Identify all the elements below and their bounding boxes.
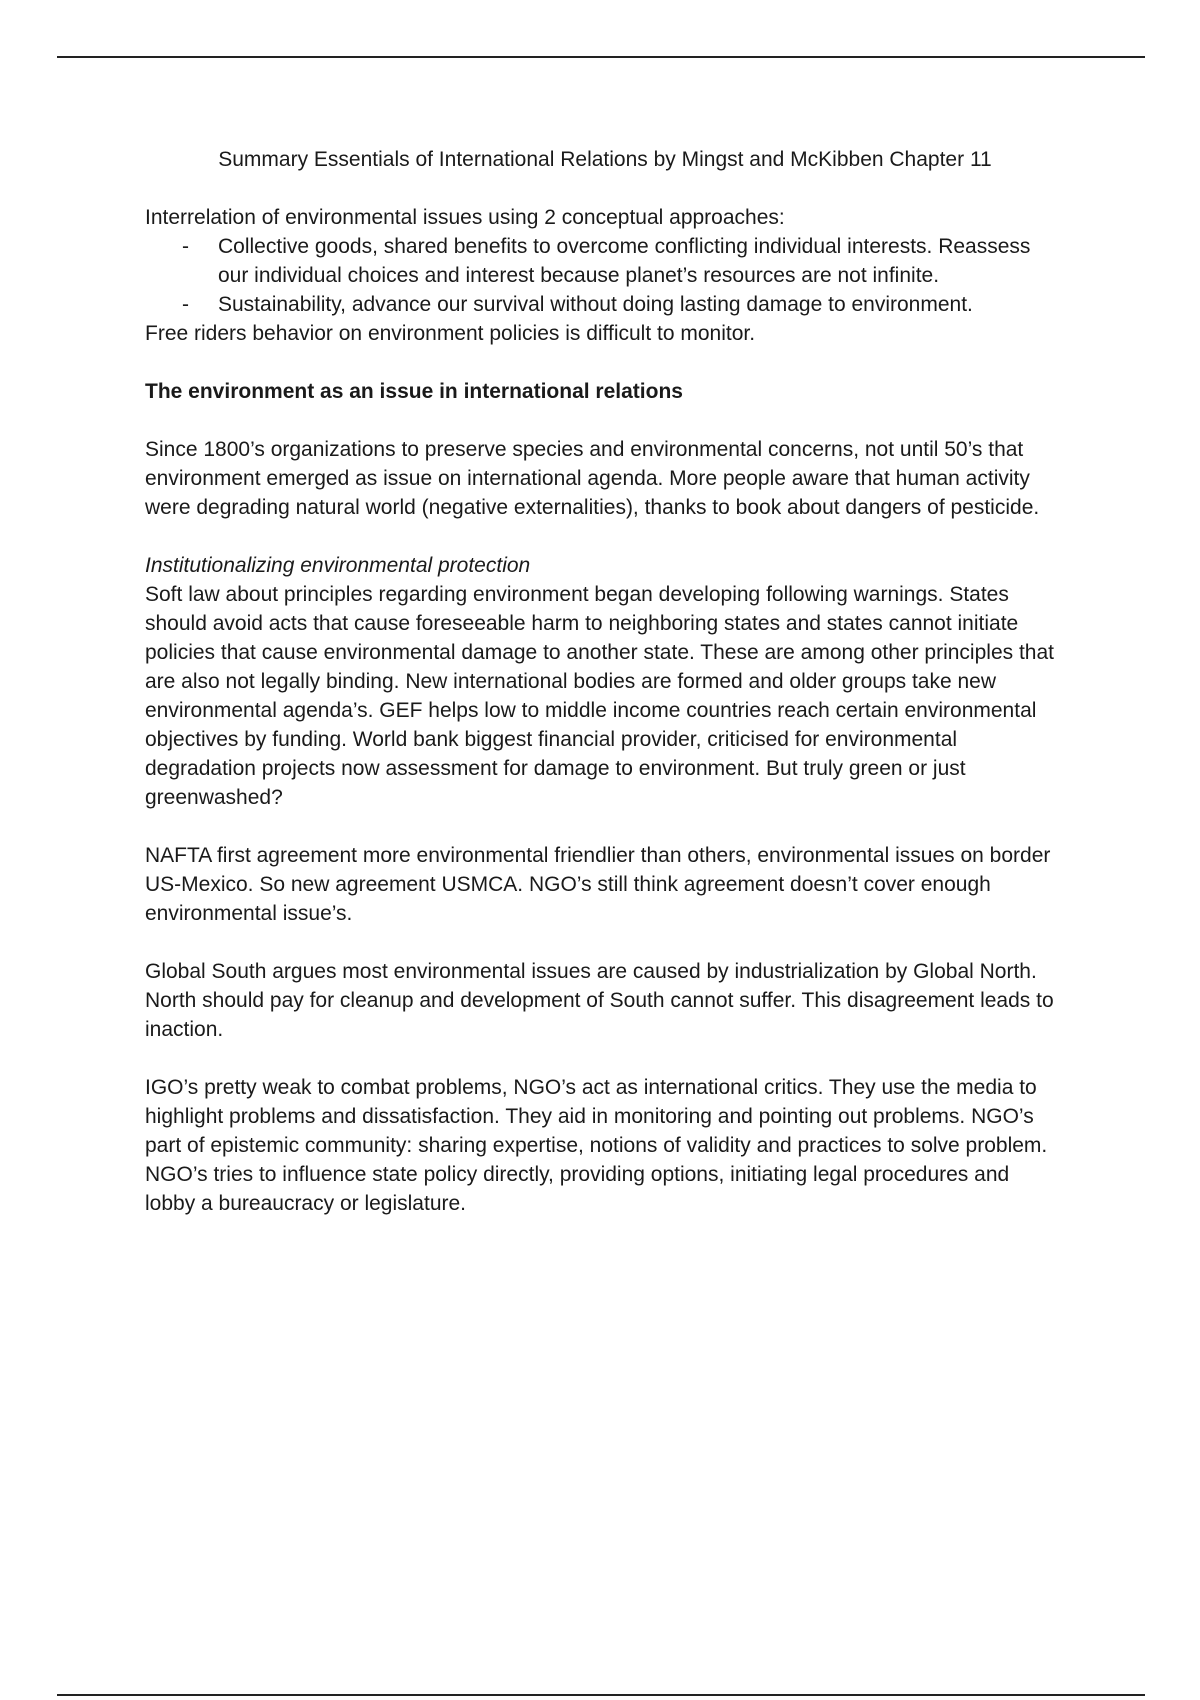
- list-item-text: Collective goods, shared benefits to overcome conflicting individual interests. Reassess our individual choices and interest because planet’s resources are not infinite.: [218, 235, 1031, 287]
- free-riders-paragraph: Free riders behavior on environment policies is difficult to monitor.: [145, 322, 756, 345]
- list-item-text: Sustainability, advance our survival without doing lasting damage to environment.: [218, 293, 973, 316]
- approaches-list: [145, 232, 1065, 319]
- paragraph-igo: IGO’s pretty weak to combat problems, NGO’s act as international critics. They use the media to highlight problems and dissatisfaction. They aid in monitoring and pointing out problems. NGO’s part of epistemic community: sharing expertise, notions of validity and practices to solve problem. NGO’s tries to influence state policy directly, providing options, initiating legal procedures and lobby a bureaucracy or legislature.: [145, 1076, 1048, 1215]
- list-item: [145, 290, 1065, 319]
- section-heading: The environment as an issue in international relations: [145, 380, 683, 403]
- top-rule: [57, 56, 1145, 58]
- subheading-institutionalizing: Institutionalizing environmental protection: [145, 554, 531, 577]
- dash-bullet: -: [182, 293, 189, 316]
- paragraph-nafta: NAFTA first agreement more environmental friendlier than others, environmental issues on border US-Mexico. So new agreement USMCA. NGO’s still think agreement doesn’t cover enough environmental issue’s.: [145, 844, 1051, 925]
- paragraph-since-1800: Since 1800’s organizations to preserve species and environmental concerns, not until 50’s that environment emerged as issue on international agenda. More people aware that human activity were degrading natural world (negative externalities), thanks to book about dangers of pesticide.: [145, 438, 1040, 519]
- paragraph-global-south: Global South argues most environmental issues are caused by industrialization by Global North. North should pay for cleanup and development of South cannot suffer. This disagreement leads to inaction.: [145, 960, 1054, 1041]
- bottom-rule: [57, 1694, 1145, 1696]
- document-title: Summary Essentials of International Relations by Mingst and McKibben Chapter 11: [218, 148, 992, 171]
- dash-bullet: -: [182, 235, 189, 258]
- document-body: [145, 145, 1065, 1218]
- intro-paragraph: Interrelation of environmental issues using 2 conceptual approaches:: [145, 206, 785, 229]
- list-item: [145, 232, 1065, 290]
- paragraph-soft-law: Soft law about principles regarding environment began developing following warnings. States should avoid acts that cause foreseeable harm to neighboring states and states cannot initiate policies that cause environmental damage to another state. These are among other principles that are also not legally binding. New international bodies are formed and older groups take new environmental agenda’s. GEF helps low to middle income countries reach certain environmental objectives by funding. World bank biggest financial provider, criticised for environmental degradation projects now assessment for damage to environment. But truly green or just greenwashed?: [145, 583, 1054, 809]
